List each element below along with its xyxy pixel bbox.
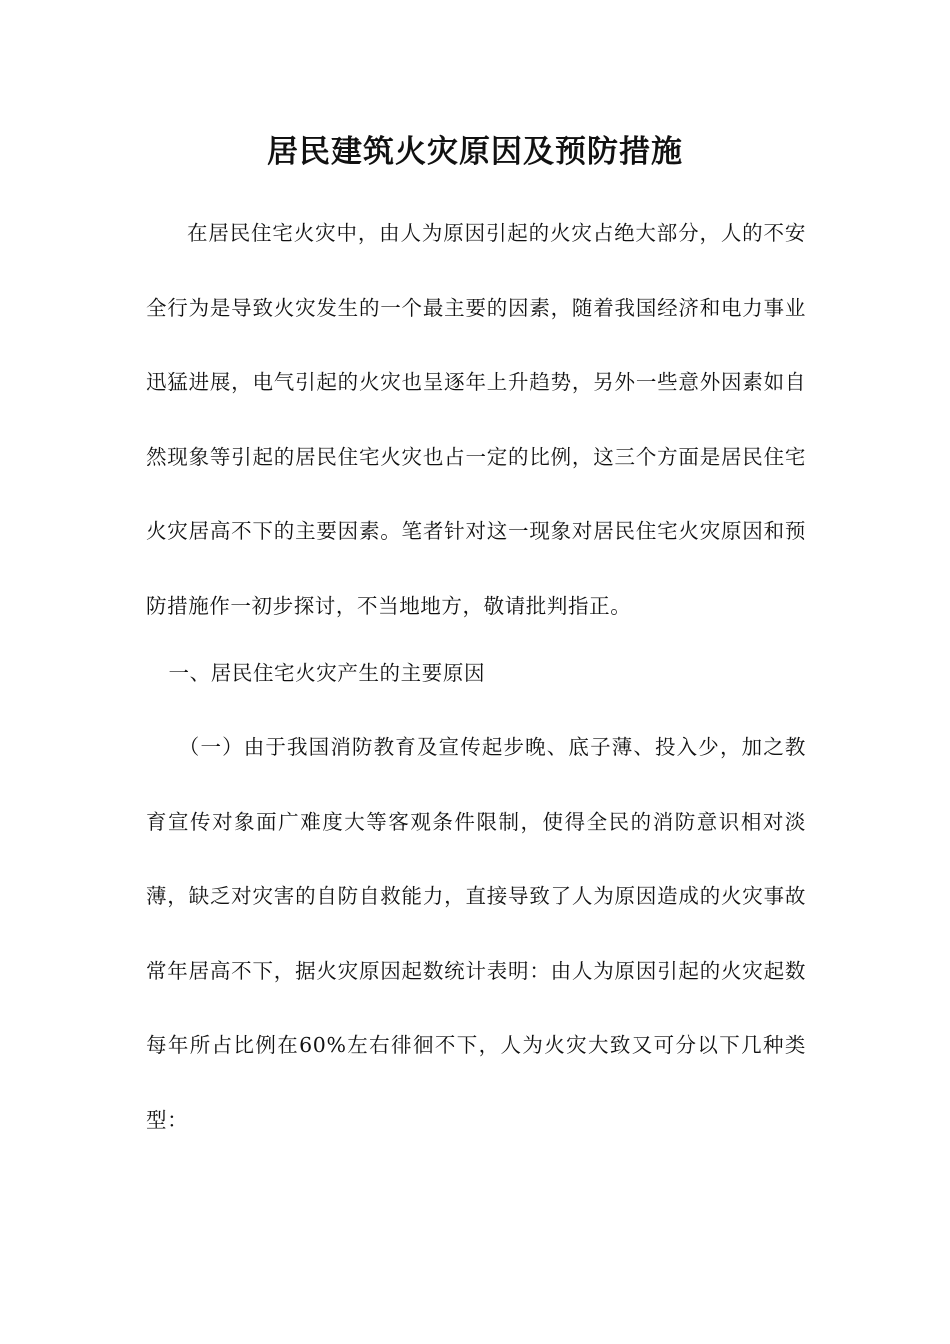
document-body [146,196,806,1157]
intro-paragraph: 在居民住宅火灾中，由人为原因引起的火灾占绝大部分，人的不安全行为是导致火灾发生的一个最主要的因素，随着我国经济和电力事业迅猛进展，电气引起的火灾也呈逐年上升趋势，另外一些意外因素如自然现象等引起的居民住宅火灾也占一定的比例，这三个方面是居民住宅火灾居高不下的主要因素。笔者针对这一现象对居民住宅火灾原因和预防措施作一初步探讨，不当地地方，敬请批判指正。 [146,221,806,618]
section-heading: 一、居民住宅火灾产生的主要原因 [168,661,486,685]
document-title: 居民建筑火灾原因及预防措施 [267,134,683,170]
cause-paragraph: （一）由于我国消防教育及宣传起步晚、底子薄、投入少，加之教育宣传对象面广难度大等客观条件限制，使得全民的消防意识相对淡薄，缺乏对灾害的自防自救能力，直接导致了人为原因造成的火灾事故常年居高不下，据火灾原因起数统计表明：由人为原因引起的火灾起数每年所占比例在60%左右徘徊不下，人为火灾大致又可分以下几种类型： [146,735,806,1132]
